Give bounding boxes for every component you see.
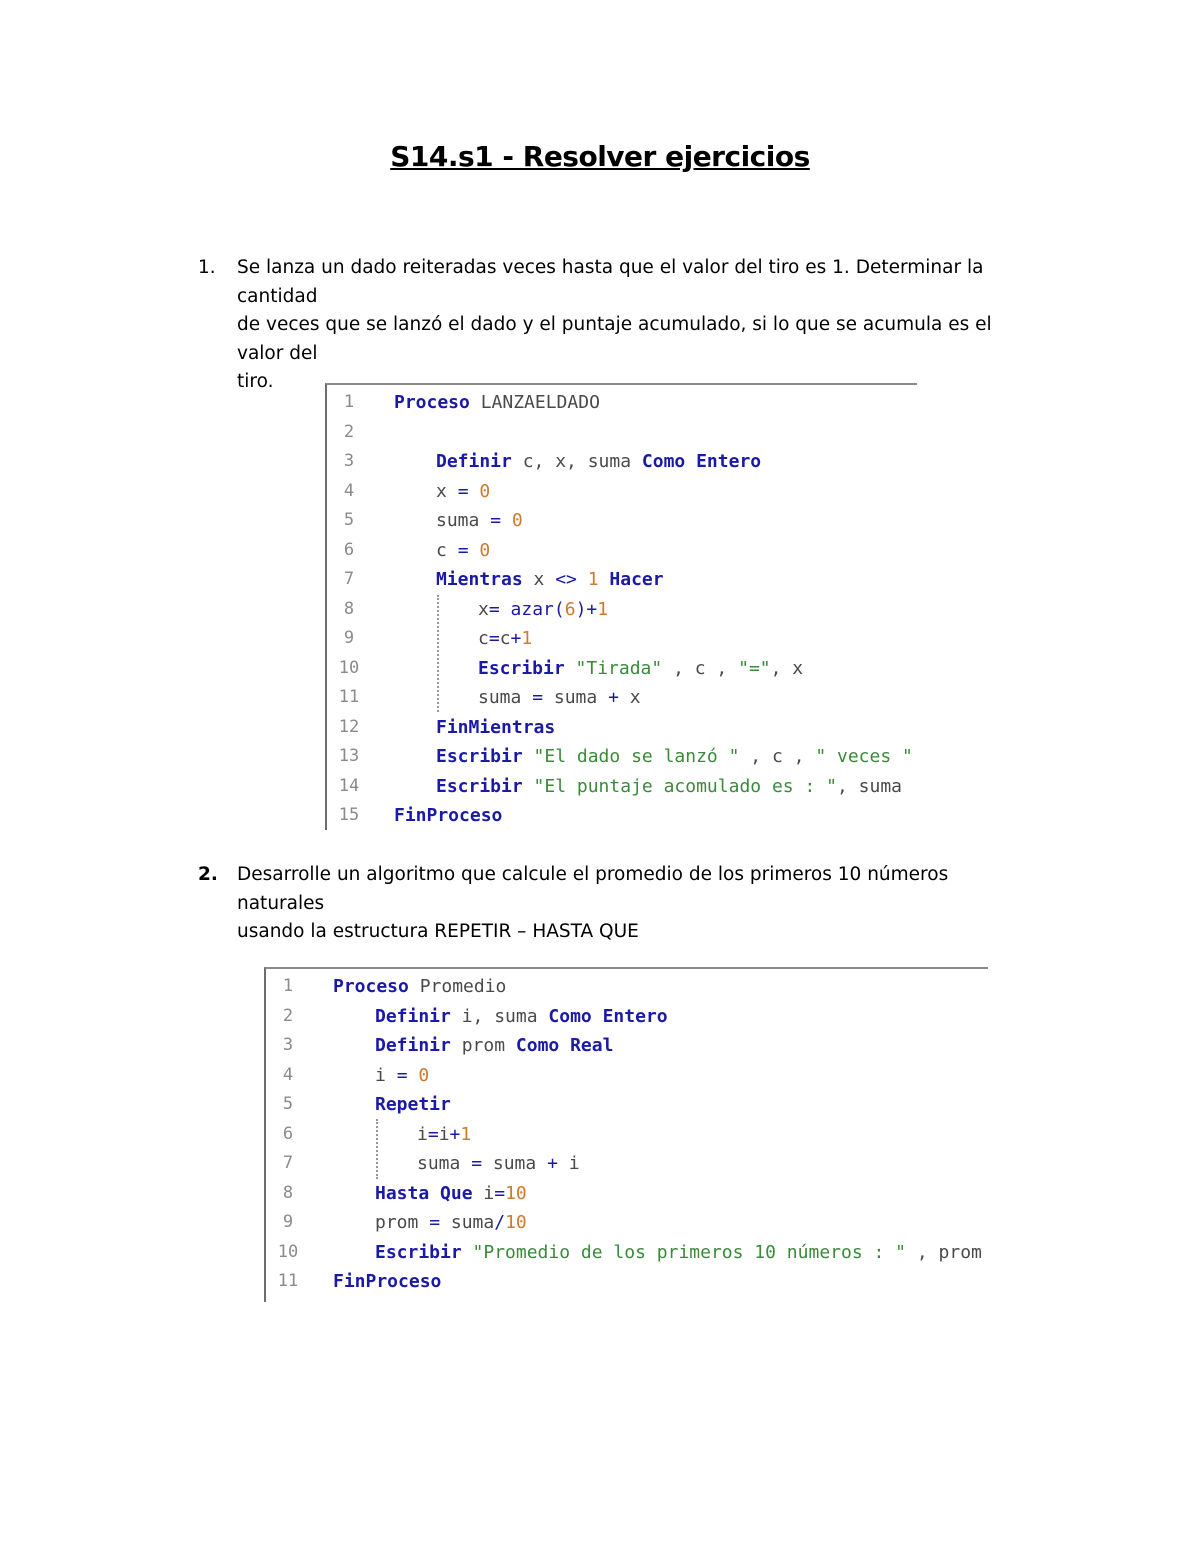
exercise-number: 2. <box>198 864 218 885</box>
code-line <box>327 388 917 418</box>
code-token: prom <box>450 1035 516 1056</box>
code-token: = <box>396 1064 408 1086</box>
code-token: 1 <box>521 628 533 649</box>
code-token: Hacer <box>609 569 664 590</box>
line-number: 15 <box>338 805 360 825</box>
code-text <box>436 447 761 477</box>
code-token: Definir <box>375 1035 451 1056</box>
code-line <box>266 1149 988 1179</box>
code-token: x <box>478 598 489 620</box>
code-line <box>327 565 917 595</box>
line-number: 9 <box>282 1212 294 1232</box>
code-token: x <box>618 687 641 708</box>
line-number: 9 <box>343 628 355 648</box>
line-number: 13 <box>338 746 360 766</box>
code-line <box>327 624 917 654</box>
code-text <box>333 1267 441 1297</box>
code-text <box>375 1090 451 1120</box>
code-line <box>266 972 988 1002</box>
line-number: 2 <box>343 421 355 442</box>
code-line <box>266 1061 988 1091</box>
code-token: = <box>457 480 469 502</box>
code-token: 10 <box>505 1212 527 1233</box>
code-token: prom <box>375 1212 430 1233</box>
code-token: Definir <box>436 451 512 472</box>
code-token: Escribir <box>436 775 523 797</box>
code-token: = <box>427 1123 439 1145</box>
line-number: 5 <box>343 510 355 530</box>
code-token: c <box>499 628 511 649</box>
code-text <box>436 536 490 566</box>
code-block-lanzaeldado <box>325 383 917 830</box>
code-line <box>327 506 917 536</box>
line-number: 2 <box>282 1005 294 1026</box>
exercise-text-line: Se lanza un dado reiteradas veces hasta que el valor del tiro es 1. Determinar la cantidad <box>237 257 984 307</box>
code-line <box>327 742 917 772</box>
exercise-2 <box>198 861 1028 942</box>
code-token: azar( <box>499 598 565 620</box>
code-token: FinProceso <box>333 1271 442 1292</box>
code-text <box>436 713 555 743</box>
code-token: suma <box>417 1153 472 1174</box>
code-token: "El puntaje acomulado es : " <box>522 775 837 797</box>
line-number: 11 <box>338 687 360 707</box>
code-token: , suma <box>836 775 903 797</box>
code-token: suma <box>482 1153 548 1174</box>
code-line <box>266 1267 988 1297</box>
code-line <box>266 1090 988 1120</box>
code-token: / <box>494 1212 506 1233</box>
code-token: = <box>429 1212 441 1233</box>
code-token: i <box>375 1064 397 1086</box>
code-token: + <box>608 687 619 708</box>
code-token: Escribir <box>478 657 565 679</box>
page-title: S14.s1 - Resolver ejercicios <box>390 140 810 173</box>
code-token: 0 <box>468 480 491 502</box>
code-token: , x <box>770 657 804 679</box>
code-token: = <box>457 539 469 561</box>
line-number: 8 <box>282 1182 294 1203</box>
code-token: suma <box>440 1212 495 1233</box>
line-number: 7 <box>343 569 355 589</box>
code-text <box>375 1238 982 1268</box>
code-token: i <box>438 1123 450 1145</box>
line-number: 10 <box>338 657 360 678</box>
exercise-number: 1. <box>198 257 216 278</box>
code-text <box>375 1002 668 1032</box>
code-token: Hasta Que <box>375 1182 473 1204</box>
code-token: suma <box>478 687 533 708</box>
code-text <box>436 772 902 802</box>
code-token: i, suma <box>450 1005 549 1027</box>
code-text <box>375 1061 429 1091</box>
code-token: = <box>488 628 500 649</box>
code-token: c, x, suma <box>511 451 642 472</box>
code-token: 1 <box>576 569 610 590</box>
exercise-1 <box>198 254 1028 392</box>
line-number: 4 <box>343 480 355 501</box>
line-number: 6 <box>343 539 355 560</box>
code-token: LANZAELDADO <box>469 392 600 413</box>
line-number: 11 <box>277 1271 299 1291</box>
code-token: = <box>494 1182 506 1204</box>
line-number: 1 <box>343 392 355 412</box>
code-line <box>327 595 917 625</box>
code-text <box>478 654 803 684</box>
line-number: 10 <box>277 1241 299 1262</box>
code-token: , prom <box>906 1241 982 1263</box>
code-token: x <box>436 480 458 502</box>
code-token: = <box>490 510 502 531</box>
code-token: + <box>510 628 522 649</box>
code-token: FinProceso <box>394 805 503 826</box>
code-token: suma <box>543 687 609 708</box>
code-token: 1 <box>460 1123 472 1145</box>
code-token: = <box>471 1153 483 1174</box>
code-line <box>327 801 917 831</box>
code-token: = <box>532 687 544 708</box>
code-token: "Tirada" <box>564 657 663 679</box>
indent-guide <box>437 595 439 712</box>
code-line <box>266 1238 988 1268</box>
line-number: 14 <box>338 775 360 796</box>
code-block-promedio <box>264 967 988 1302</box>
code-text <box>333 972 506 1002</box>
line-number: 3 <box>343 451 355 471</box>
code-token: 0 <box>501 510 523 531</box>
code-line <box>266 1120 988 1150</box>
code-token: + <box>547 1153 558 1174</box>
line-number: 1 <box>282 976 294 996</box>
code-token: suma <box>436 510 491 531</box>
line-number: 12 <box>338 716 360 737</box>
code-line <box>327 683 917 713</box>
code-text <box>375 1208 527 1238</box>
code-text <box>478 624 532 654</box>
code-token: x <box>522 569 556 590</box>
code-token: c <box>478 628 489 649</box>
code-text <box>436 742 913 772</box>
code-line <box>266 1208 988 1238</box>
code-text <box>436 477 490 507</box>
code-text <box>417 1120 471 1150</box>
code-token: )+ <box>575 598 598 620</box>
line-number: 8 <box>343 598 355 619</box>
code-line <box>327 447 917 477</box>
code-token: 6 <box>564 598 576 620</box>
code-token: Proceso <box>333 976 409 997</box>
code-line <box>327 713 917 743</box>
code-token: i <box>557 1153 580 1174</box>
code-text <box>375 1179 527 1209</box>
line-number: 3 <box>282 1035 294 1055</box>
code-token: Proceso <box>394 392 470 413</box>
code-token: c <box>436 539 458 561</box>
exercise-text-line: de veces que se lanzó el dado y el puntaje acumulado, si lo que se acumula es el valor del <box>237 314 992 364</box>
code-line <box>266 1179 988 1209</box>
code-token: Repetir <box>375 1094 451 1115</box>
code-token: i <box>417 1123 428 1145</box>
code-line <box>327 536 917 566</box>
code-line <box>327 654 917 684</box>
code-token: Definir <box>375 1005 451 1027</box>
code-line <box>327 477 917 507</box>
code-text <box>375 1031 613 1061</box>
exercise-text-line: Desarrolle un algoritmo que calcule el promedio de los primeros 10 números naturales <box>237 864 949 914</box>
code-token: i <box>472 1182 495 1204</box>
code-token: <> <box>555 569 577 590</box>
exercise-text-line: usando la estructura REPETIR – HASTA QUE <box>237 921 639 942</box>
code-token: , c , <box>739 746 816 767</box>
code-token: = <box>488 598 500 620</box>
code-text <box>436 506 523 536</box>
code-token: "Promedio de los primeros 10 números : " <box>461 1241 907 1263</box>
line-number: 4 <box>282 1064 294 1085</box>
code-token: 0 <box>407 1064 430 1086</box>
exercise-text-line: tiro. <box>237 371 274 392</box>
code-token: Promedio <box>408 976 507 997</box>
code-token: 1 <box>597 598 609 620</box>
code-token: "El dado se lanzó " <box>522 746 740 767</box>
code-token: , c , <box>662 657 739 679</box>
code-token: Como Real <box>515 1035 614 1056</box>
code-text <box>394 801 502 831</box>
line-number: 7 <box>282 1153 294 1173</box>
code-text <box>394 388 600 418</box>
code-token: "=" <box>738 657 771 679</box>
code-token: FinMientras <box>436 716 556 738</box>
line-number: 5 <box>282 1094 294 1114</box>
code-token: Como Entero <box>548 1005 668 1027</box>
code-text <box>417 1149 580 1179</box>
indent-guide <box>376 1119 378 1179</box>
code-line <box>266 1002 988 1032</box>
code-token: Escribir <box>436 746 523 767</box>
code-text <box>478 683 641 713</box>
code-token: " veces " <box>815 746 913 767</box>
code-line <box>327 418 917 448</box>
code-token: 10 <box>505 1182 527 1204</box>
code-token: Mientras <box>436 569 523 590</box>
code-text <box>436 565 664 595</box>
code-token: 0 <box>468 539 491 561</box>
code-token: Como Entero <box>641 451 762 472</box>
code-line <box>327 772 917 802</box>
code-token: Escribir <box>375 1241 462 1263</box>
line-number: 6 <box>282 1123 294 1144</box>
code-text <box>478 595 608 625</box>
code-token: + <box>449 1123 461 1145</box>
code-line <box>266 1031 988 1061</box>
